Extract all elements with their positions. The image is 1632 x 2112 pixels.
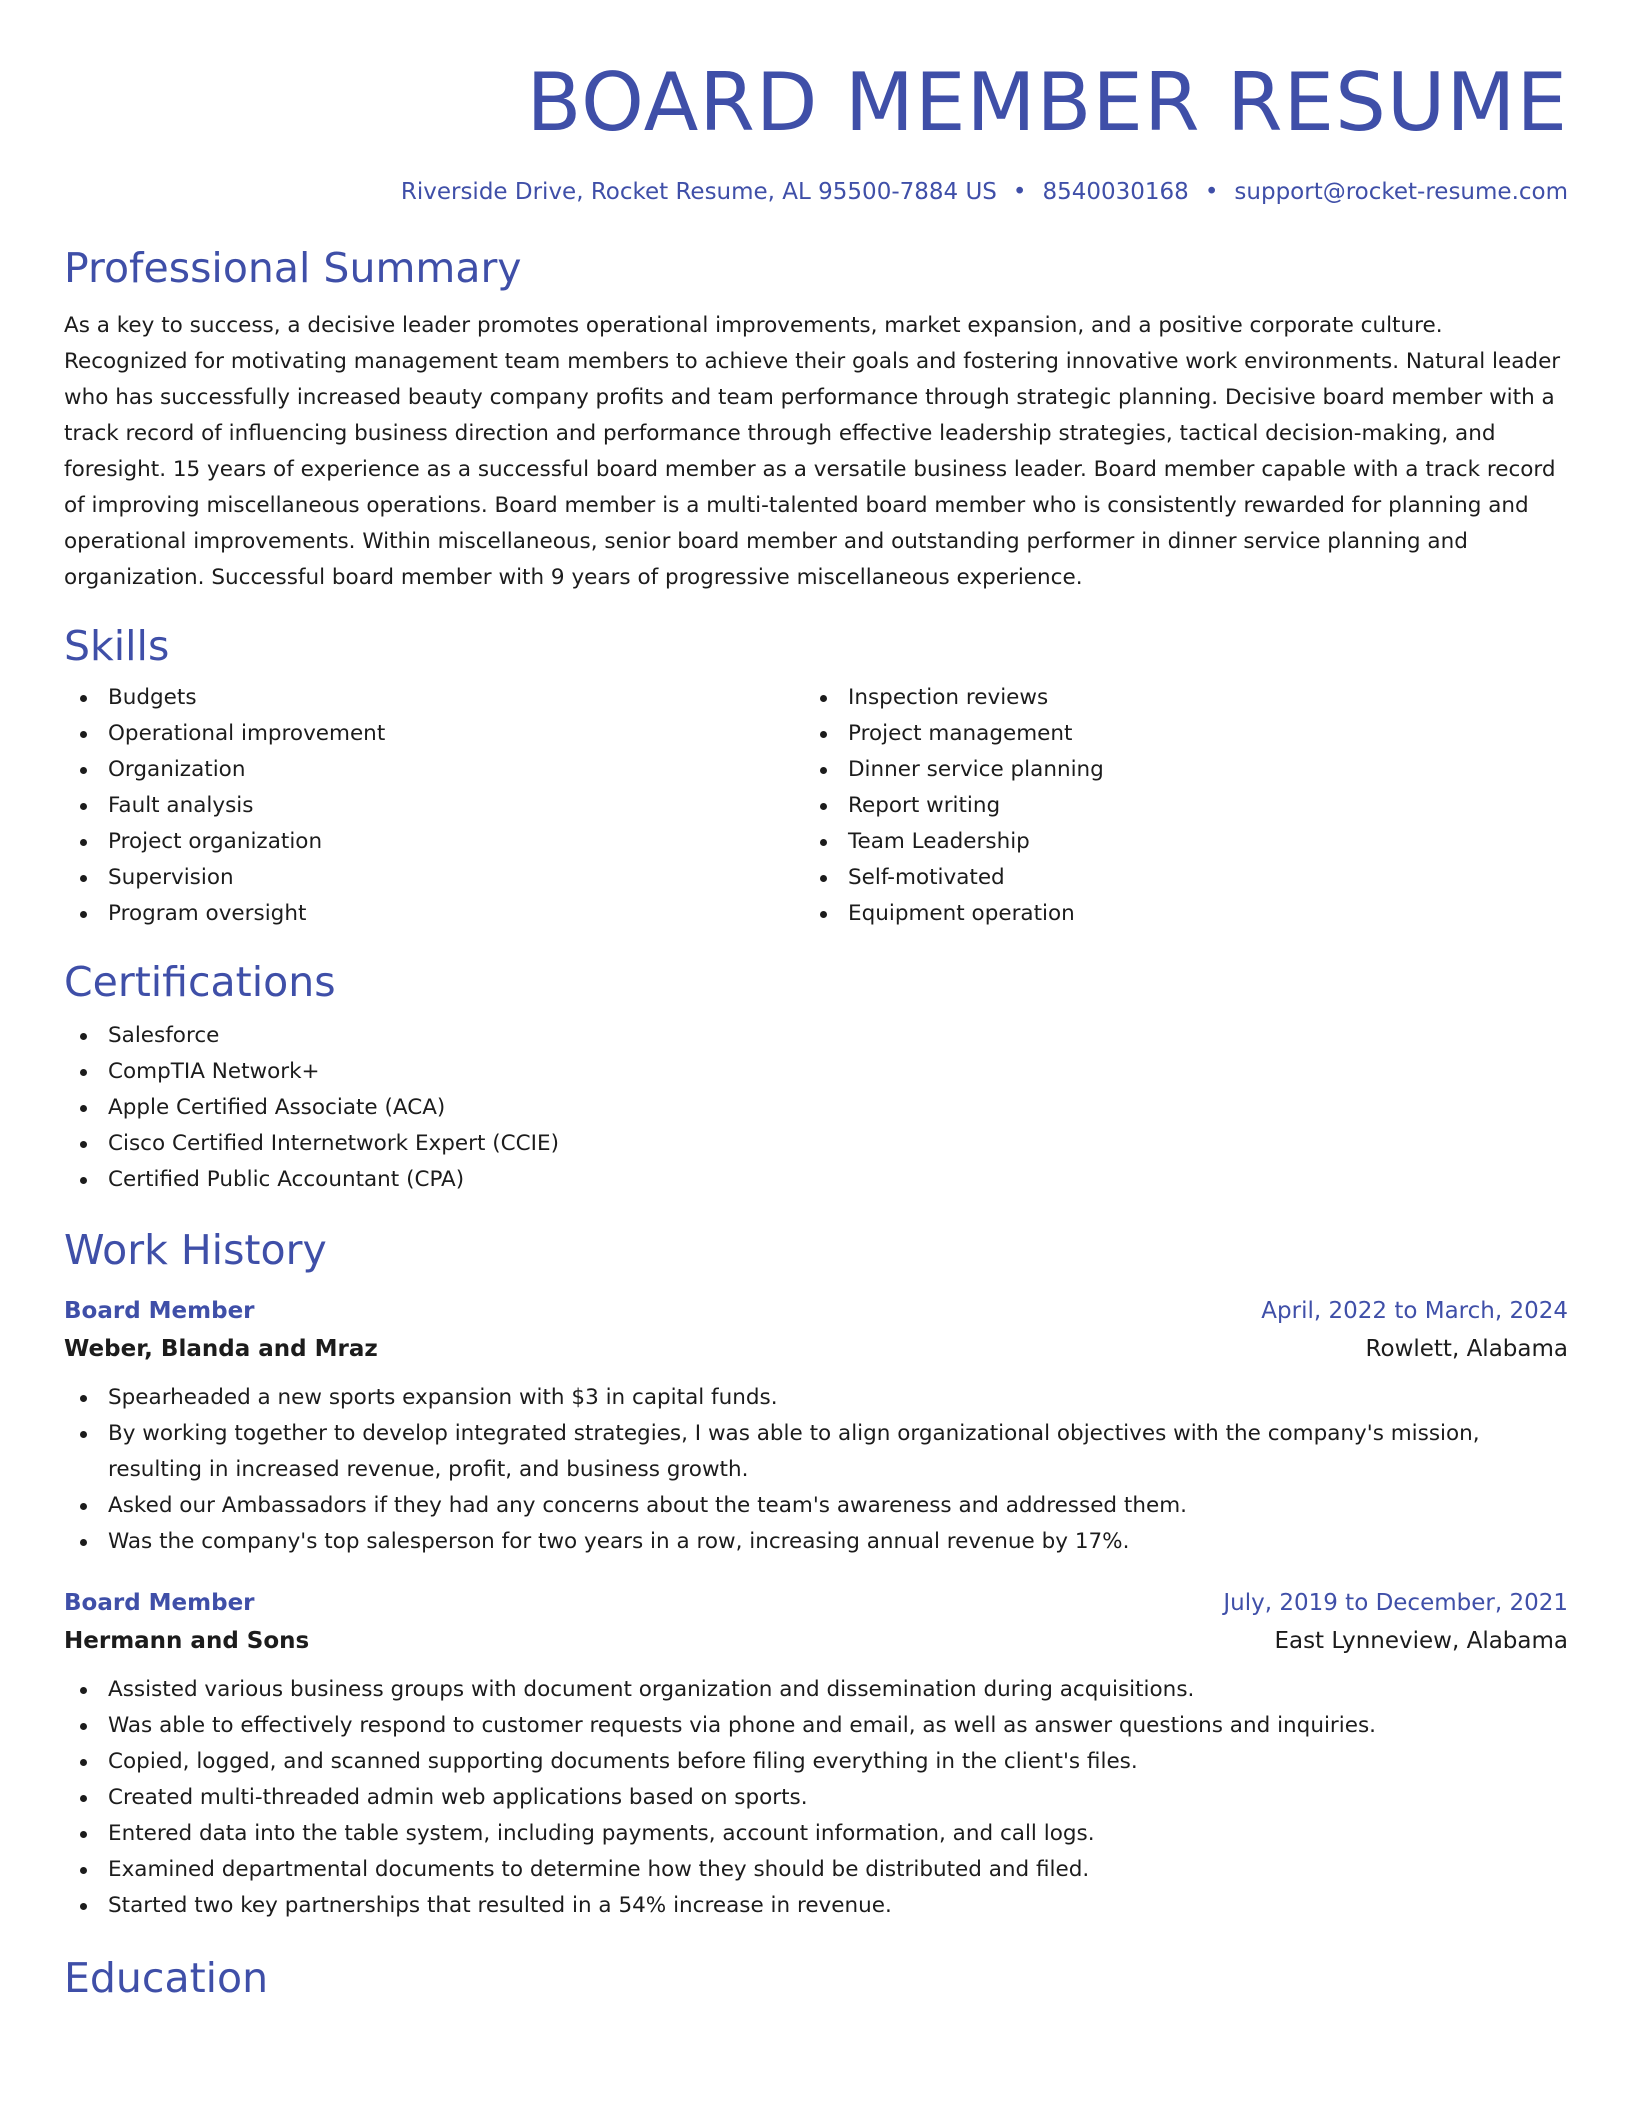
contact-separator: • bbox=[1204, 179, 1219, 205]
job-location: East Lynneview, Alabama bbox=[1274, 1628, 1568, 1654]
work-history-section bbox=[64, 1222, 1568, 1924]
contact-phone: 8540030168 bbox=[1042, 179, 1189, 205]
education-section bbox=[64, 1950, 1568, 2006]
certifications-section bbox=[64, 954, 1568, 1198]
skill-item: Organization bbox=[64, 752, 804, 788]
summary-heading: Professional Summary bbox=[64, 244, 522, 292]
skill-item: Project management bbox=[804, 716, 1544, 752]
job-company: Hermann and Sons bbox=[64, 1628, 310, 1654]
skills-columns bbox=[64, 680, 1568, 932]
contact-line bbox=[64, 176, 1568, 208]
resume-title: BOARD MEMBER RESUME bbox=[526, 56, 1568, 149]
certifications-list bbox=[64, 1018, 1568, 1198]
skill-item: Operational improvement bbox=[64, 716, 804, 752]
contact-address: Riverside Drive, Rocket Resume, AL 95500-7884 US bbox=[400, 179, 997, 205]
skill-item: Report writing bbox=[804, 788, 1544, 824]
job-bullet: Spearheaded a new sports expansion with $3 in capital funds. bbox=[64, 1380, 1568, 1416]
job-company: Weber, Blanda and Mraz bbox=[64, 1336, 378, 1362]
job-bullet: Was able to effectively respond to customer requests via phone and email, as well as answer questions and inquiries. bbox=[64, 1708, 1568, 1744]
certification-item: Apple Certified Associate (ACA) bbox=[64, 1090, 1568, 1126]
skill-item: Self-motivated bbox=[804, 860, 1544, 896]
job-title: Board Member bbox=[64, 1298, 255, 1324]
certification-item: Certified Public Accountant (CPA) bbox=[64, 1162, 1568, 1198]
skill-item: Equipment operation bbox=[804, 896, 1544, 932]
contact-email[interactable]: support@rocket-resume.com bbox=[1234, 179, 1568, 205]
skill-item: Supervision bbox=[64, 860, 804, 896]
skill-item: Team Leadership bbox=[804, 824, 1544, 860]
skill-item: Fault analysis bbox=[64, 788, 804, 824]
summary-section bbox=[64, 240, 1568, 596]
skill-item: Program oversight bbox=[64, 896, 804, 932]
job-company-row bbox=[64, 1330, 1568, 1368]
resume-header bbox=[64, 0, 1568, 208]
job-title-row bbox=[64, 1584, 1568, 1622]
contact-separator: • bbox=[1012, 179, 1027, 205]
work-history-heading: Work History bbox=[64, 1226, 327, 1274]
certification-item: Cisco Certified Internetwork Expert (CCIE) bbox=[64, 1126, 1568, 1162]
certification-item: CompTIA Network+ bbox=[64, 1054, 1568, 1090]
job-entry bbox=[64, 1292, 1568, 1560]
job-title-row bbox=[64, 1292, 1568, 1330]
job-dates: April, 2022 to March, 2024 bbox=[1261, 1298, 1568, 1324]
job-bullet: Created multi-threaded admin web applications based on sports. bbox=[64, 1780, 1568, 1816]
skills-heading: Skills bbox=[64, 622, 170, 670]
job-bullets bbox=[64, 1672, 1568, 1924]
skill-item: Project organization bbox=[64, 824, 804, 860]
skill-item: Inspection reviews bbox=[804, 680, 1544, 716]
education-heading: Education bbox=[64, 1954, 269, 2002]
job-bullet: Was the company's top salesperson for two years in a row, increasing annual revenue by 17%. bbox=[64, 1524, 1568, 1560]
job-bullet: Examined departmental documents to determine how they should be distributed and filed. bbox=[64, 1852, 1568, 1888]
skill-item: Budgets bbox=[64, 680, 804, 716]
job-bullet: Assisted various business groups with document organization and dissemination during acquisitions. bbox=[64, 1672, 1568, 1708]
job-location: Rowlett, Alabama bbox=[1365, 1336, 1568, 1362]
job-entry bbox=[64, 1584, 1568, 1924]
skill-item: Dinner service planning bbox=[804, 752, 1544, 788]
job-dates: July, 2019 to December, 2021 bbox=[1223, 1590, 1568, 1616]
certifications-heading: Certifications bbox=[64, 958, 336, 1006]
job-bullet: Entered data into the table system, including payments, account information, and call logs. bbox=[64, 1816, 1568, 1852]
job-bullet: Started two key partnerships that resulted in a 54% increase in revenue. bbox=[64, 1888, 1568, 1924]
job-title: Board Member bbox=[64, 1590, 255, 1616]
job-company-row bbox=[64, 1622, 1568, 1660]
skills-section bbox=[64, 618, 1568, 932]
skills-right-list bbox=[804, 680, 1544, 932]
summary-text: As a key to success, a decisive leader promotes operational improvements, market expansion, and a positive corporate culture. Recognized for motivating management team members to achieve their goals and fostering innovative work environments. Natural leader who has successfully increased beauty company profits and team performance through strategic planning. Decisive board member with a track record of influencing business direction and performance through effective leadership strategies, tactical decision-making, and foresight. 15 years of experience as a successful board member as a versatile business leader. Board member capable with a track record of improving miscellaneous operations. Board member is a multi-talented board member who is consistently rewarded for planning and operational improvements. Within miscellaneous, senior board member and outstanding performer in dinner service planning and organization. Successful board member with 9 years of progressive miscellaneous experience. bbox=[64, 313, 1561, 590]
job-bullets bbox=[64, 1380, 1568, 1560]
job-bullet: By working together to develop integrated strategies, I was able to align organizational objectives with the company's mission, resulting in increased revenue, profit, and business growth. bbox=[64, 1416, 1568, 1488]
job-bullet: Copied, logged, and scanned supporting documents before filing everything in the client's files. bbox=[64, 1744, 1568, 1780]
skills-left-list bbox=[64, 680, 804, 932]
certification-item: Salesforce bbox=[64, 1018, 1568, 1054]
job-bullet: Asked our Ambassadors if they had any concerns about the team's awareness and addressed them. bbox=[64, 1488, 1568, 1524]
